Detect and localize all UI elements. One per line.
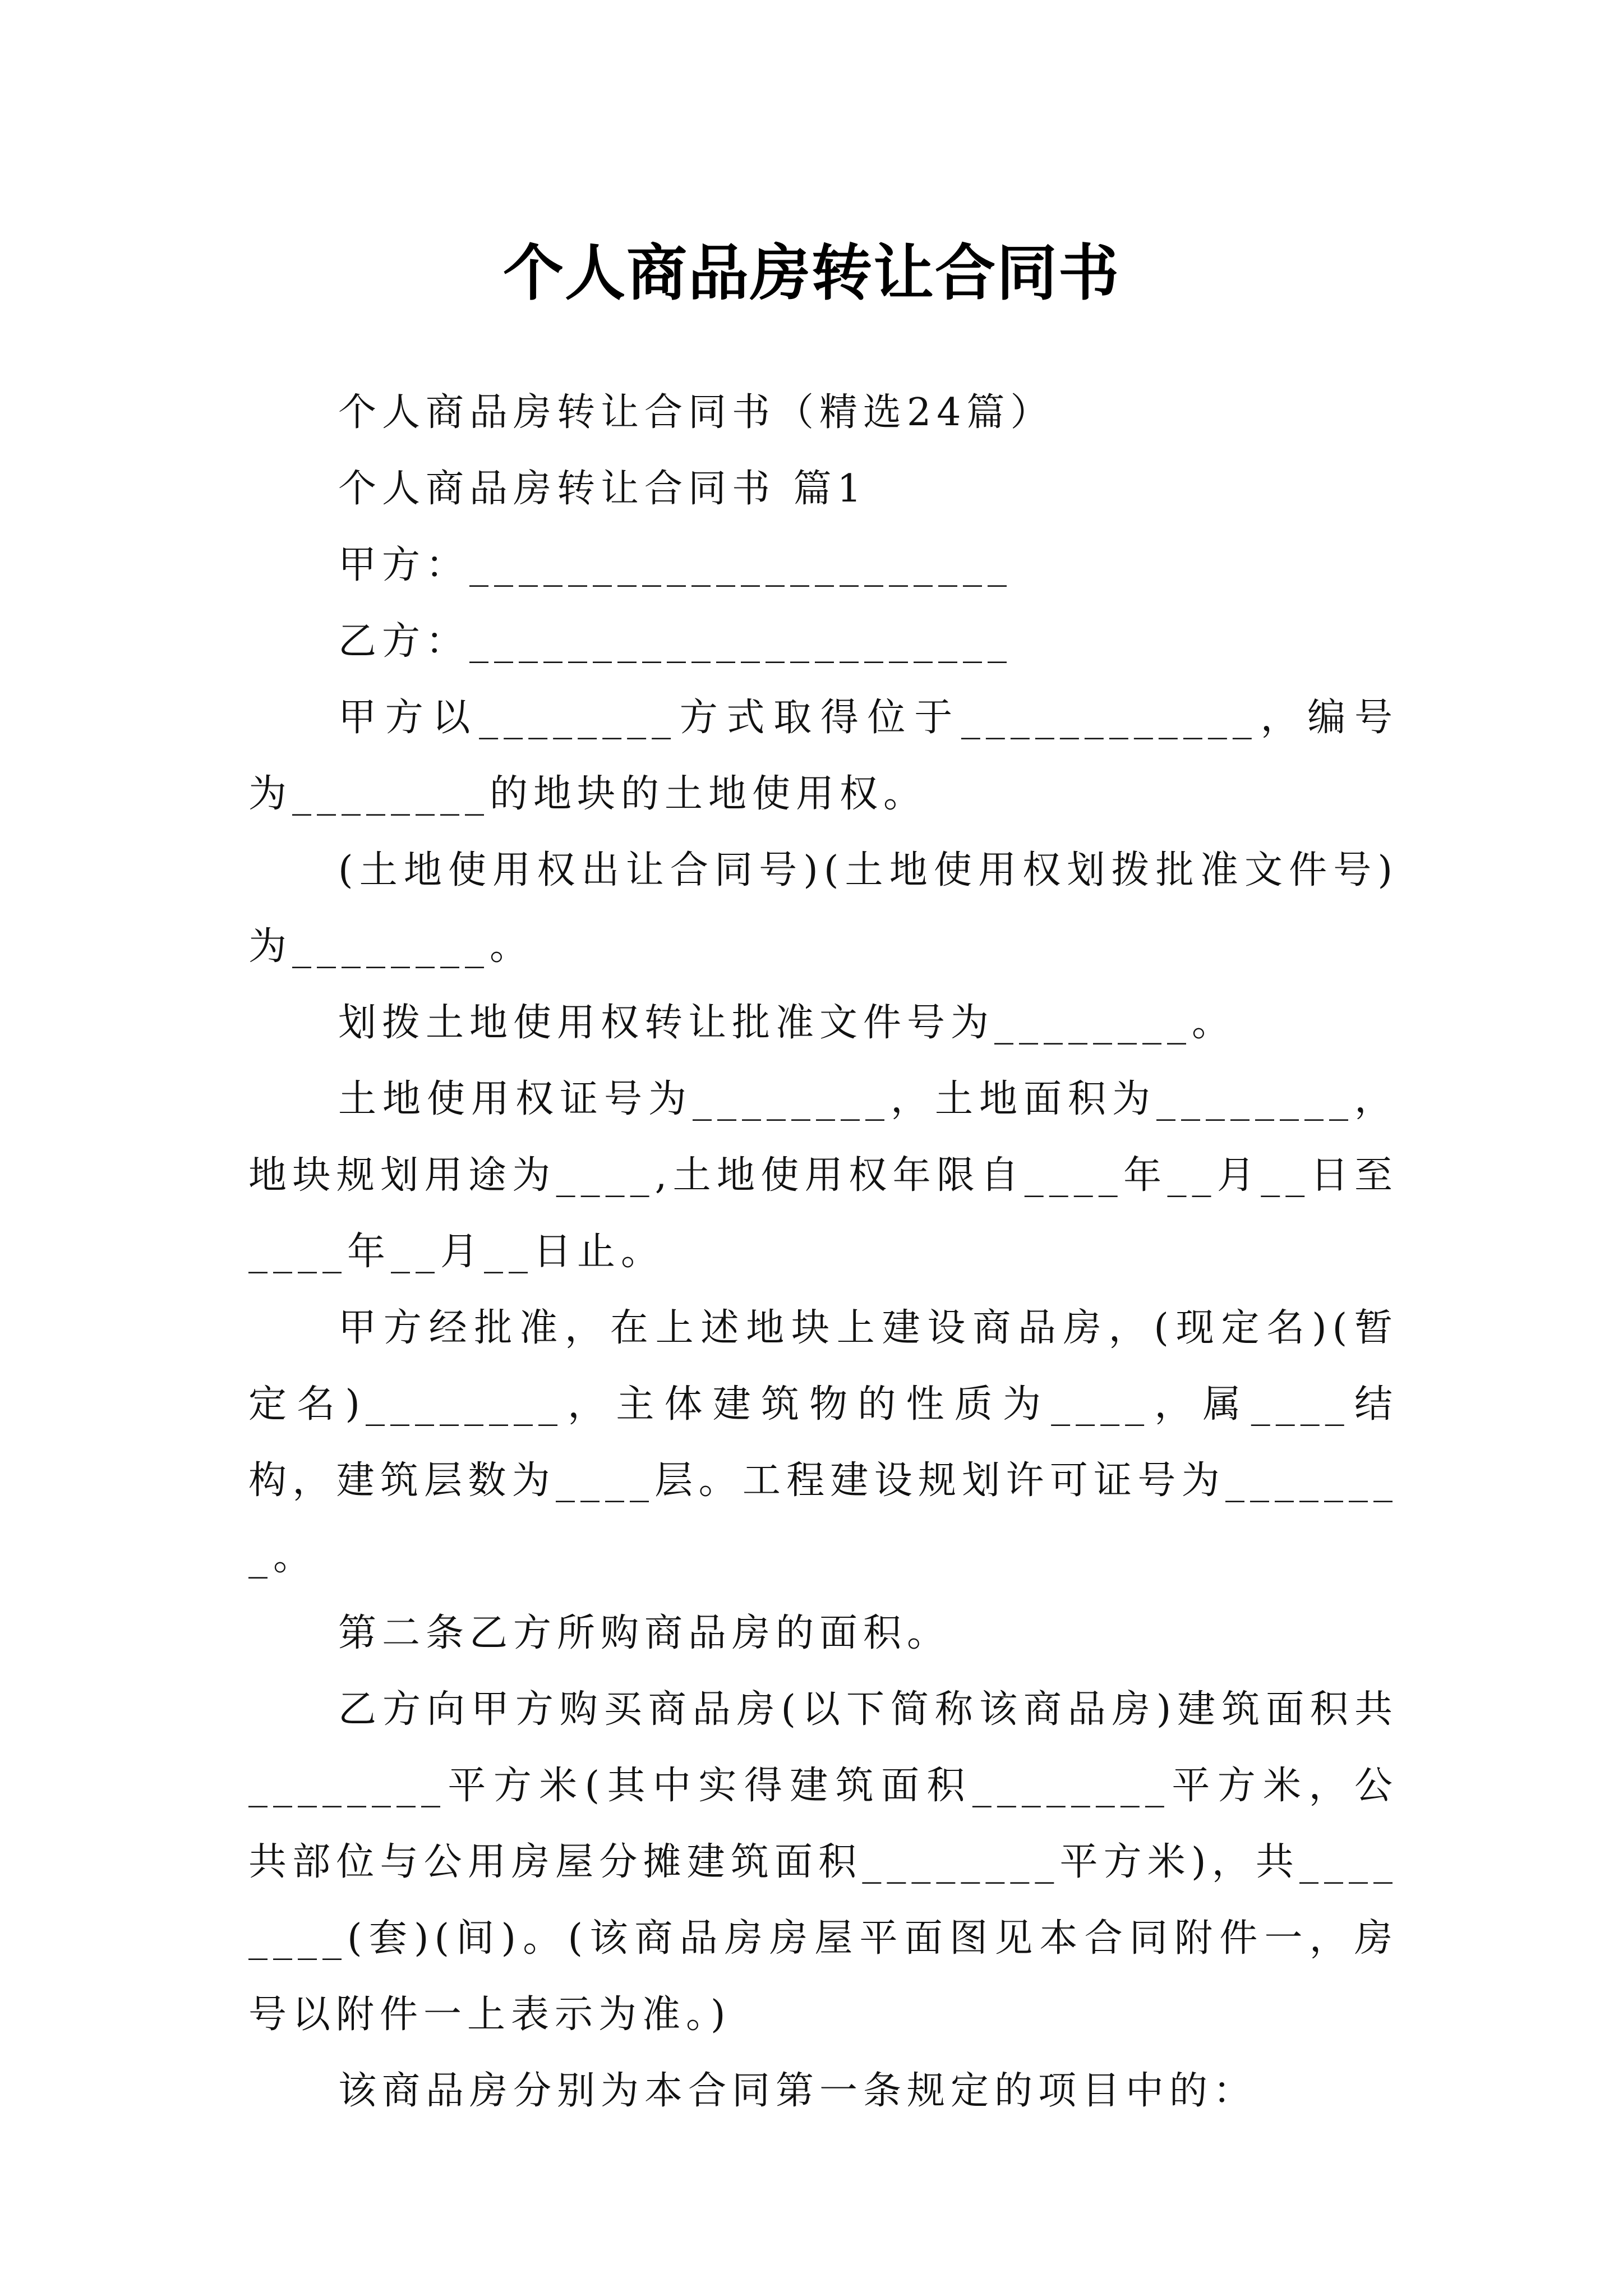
- document-body: [248, 375, 1398, 2129]
- paragraph-section-heading: 个人商品房转让合同书 篇1: [338, 467, 867, 511]
- paragraph-article-two: 第二条乙方所购商品房的面积。: [338, 1611, 951, 1655]
- paragraph-building-approval: 甲方经批准，在上述地块上建设商品房，(现定名)(暂定名)________，主体建筑物的性质为____，属____结构，建筑层数为____层。工程建设规划许可证号为________。: [248, 1306, 1398, 1579]
- party-a-line: 甲方：______________________: [338, 543, 1013, 587]
- paragraph-project-items: 该商品房分别为本合同第一条规定的项目中的：: [338, 2069, 1257, 2113]
- paragraph-land-certificate: 土地使用权证号为________，土地面积为________，地块规划用途为____,土地使用权年限自____年__月__日至____年__月__日止。: [248, 1077, 1398, 1274]
- paragraph-land-acquisition: 甲方以________方式取得位于____________，编号为________的地块的土地使用权。: [248, 696, 1398, 816]
- paragraph-subtitle: 个人商品房转让合同书（精选24篇）: [338, 390, 1054, 435]
- party-b-line: 乙方：______________________: [338, 619, 1013, 664]
- paragraph-contract-number: (土地使用权出让合同号)(土地使用权划拨批准文件号)为________。: [248, 848, 1398, 969]
- paragraph-area-details: 乙方向甲方购买商品房(以下简称该商品房)建筑面积共________平方米(其中实得建筑面积________平方米，公共部位与公用房屋分摊建筑面积________平方米)，共________(套)(间)。(该商品房房屋平面图见本合同附件一，房号以附件一上表示为准。): [248, 1687, 1398, 2037]
- paragraph-approval-number: 划拨土地使用权转让批准文件号为________。: [338, 1001, 1236, 1045]
- document-title: 个人商品房转让合同书: [502, 238, 1120, 309]
